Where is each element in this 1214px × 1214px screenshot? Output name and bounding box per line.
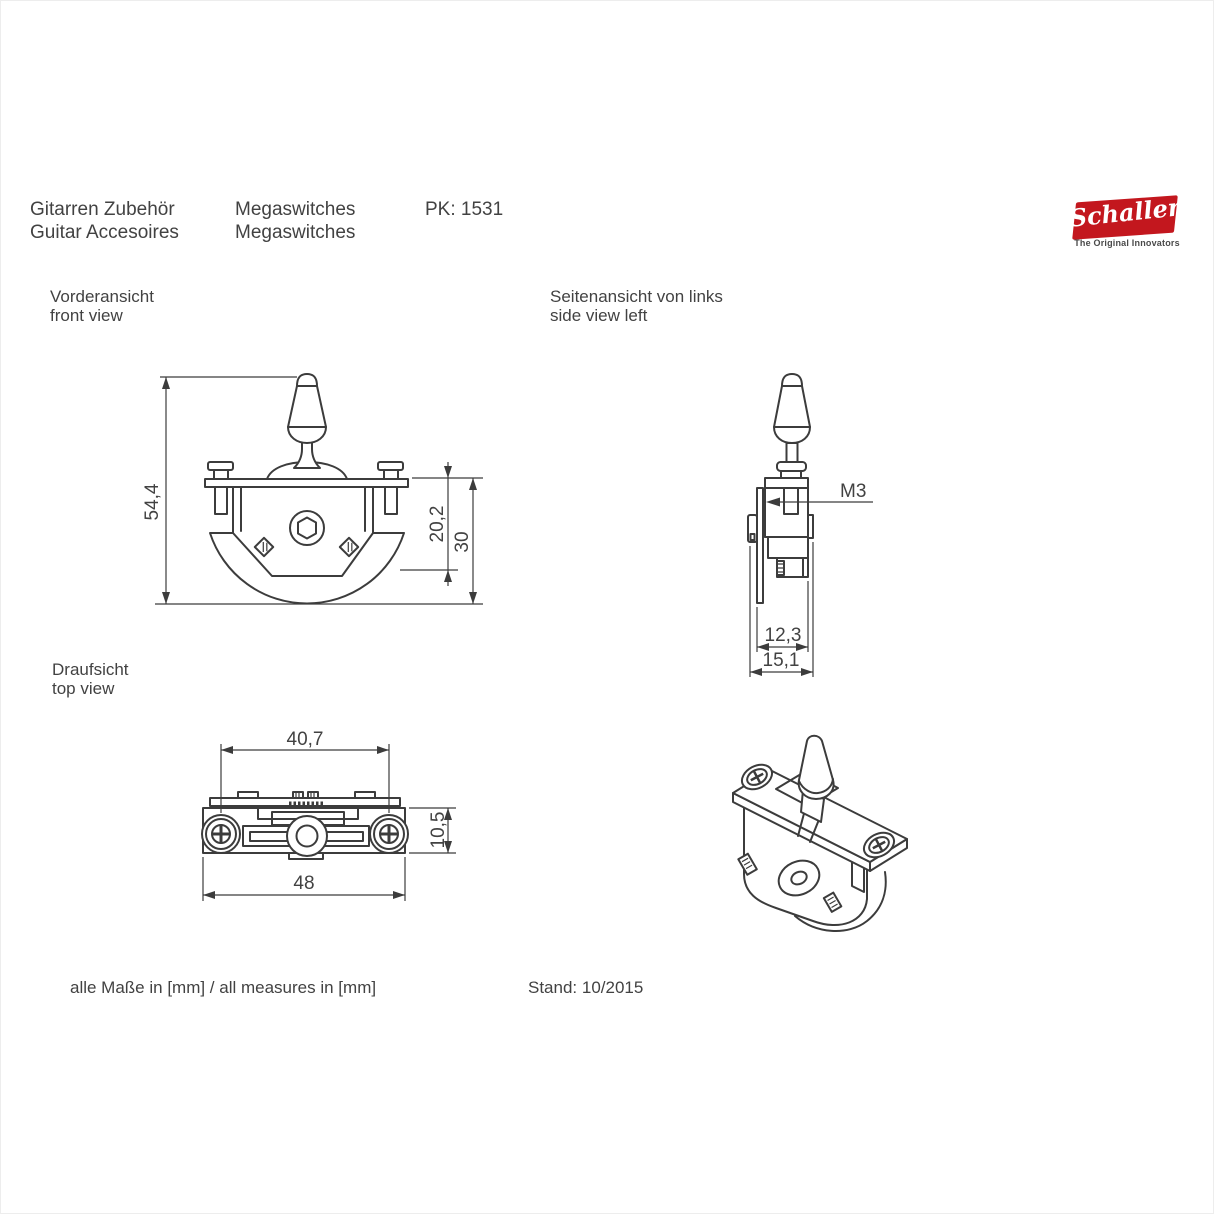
dim-side-inner-depth: 12,3 bbox=[764, 625, 802, 646]
side-view-label-en: side view left bbox=[550, 306, 648, 325]
top-view-drawing bbox=[202, 729, 456, 901]
side-view-label-de: Seitenansicht von links bbox=[550, 287, 723, 306]
category-en: Guitar Accesoires bbox=[30, 222, 179, 243]
dim-side-thread: M3 bbox=[840, 481, 867, 502]
part-number: PK: 1531 bbox=[425, 199, 504, 220]
dim-front-lower-height: 30 bbox=[452, 531, 473, 553]
logo-brand-text: Schaller bbox=[1068, 192, 1182, 233]
product-de: Megaswitches bbox=[235, 199, 356, 220]
front-view-label-en: front view bbox=[50, 306, 123, 325]
dim-front-total-height: 54,4 bbox=[142, 483, 163, 521]
revision-date: Stand: 10/2015 bbox=[528, 978, 644, 997]
top-view-label-en: top view bbox=[52, 679, 115, 698]
isometric-view-drawing bbox=[733, 736, 907, 931]
product-en: Megaswitches bbox=[235, 222, 356, 243]
side-view-drawing bbox=[748, 374, 873, 677]
category-de: Gitarren Zubehör bbox=[30, 199, 175, 220]
top-view-label-de: Draufsicht bbox=[52, 660, 129, 679]
units-note: alle Maße in [mm] / all measures in [mm] bbox=[70, 978, 377, 997]
top-left-screw bbox=[202, 815, 240, 853]
top-right-screw bbox=[370, 815, 408, 853]
dim-top-hole-spacing: 40,7 bbox=[286, 729, 324, 750]
front-view-label-de: Vorderansicht bbox=[50, 287, 154, 306]
dim-top-total-width: 48 bbox=[293, 873, 315, 894]
front-view-drawing bbox=[142, 374, 483, 604]
dim-top-depth: 10,5 bbox=[428, 811, 449, 849]
dim-front-body-height: 20,2 bbox=[427, 505, 448, 543]
logo-tagline: The Original Innovators bbox=[1074, 238, 1180, 248]
dim-side-total-depth: 15,1 bbox=[762, 650, 800, 671]
